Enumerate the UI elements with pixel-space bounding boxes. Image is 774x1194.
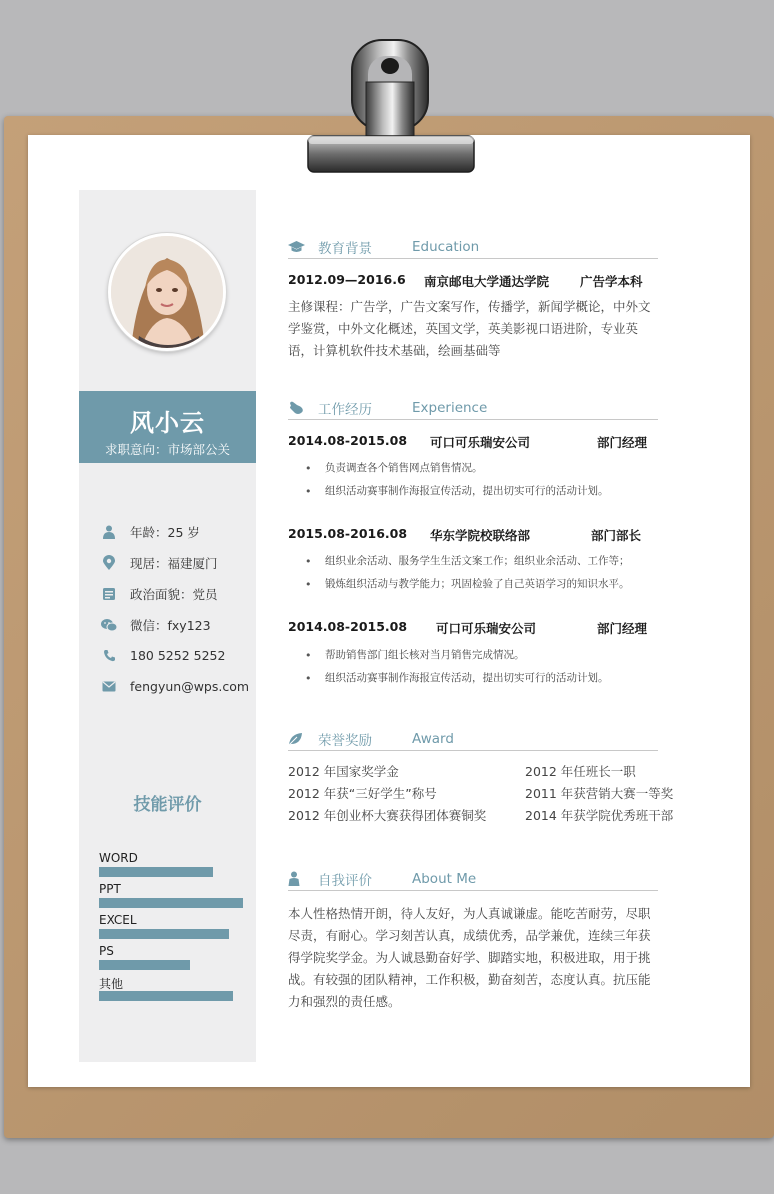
portrait-image: [111, 236, 223, 348]
binder-clip-icon: [290, 30, 480, 180]
person-icon: [100, 523, 118, 541]
job-duties: [305, 644, 665, 690]
award-item: 2012 年国家奖学金: [288, 764, 399, 779]
section-title-en: Award: [412, 730, 454, 747]
award-row: [288, 784, 678, 806]
skill-excel: [99, 913, 249, 944]
skills-list: [99, 851, 249, 1006]
duty-item: • 帮助销售部门组长核对当月销售完成情况。: [305, 644, 665, 667]
award-item: 2012 年获“三好学生”称号: [288, 786, 437, 801]
job-duties: [305, 550, 665, 596]
phone-icon: [100, 647, 118, 665]
education-school: 南京邮电大学通达学院: [424, 274, 550, 289]
name-band: [79, 391, 256, 463]
about-text: 本人性格热情开朗，待人友好，为人真诚谦虚。能吃苦耐劳，尽职尽责，有耐心。学习刻苦认真，成绩优秀，品学兼优，连续三年获得学院奖学金。为人诚恳勤奋好学、脚踏实地，积极进取，用于挑战。有较强的团队精神，工作积极，勤奋刻苦，态度认真。抗压能力和强烈的责任感。: [288, 906, 651, 1009]
education-period: 2012.09—2016.6: [288, 272, 406, 287]
graduation-cap-icon: [288, 239, 306, 255]
job-period: 2014.08-2015.08: [288, 433, 408, 448]
award-item: 2014 年获学院优秀班干部: [525, 808, 674, 823]
section-title-zh: 教育背景: [318, 240, 372, 257]
info-age-text: 年龄：25 岁: [130, 524, 200, 540]
job-company: 可口可乐瑞安公司: [430, 435, 531, 450]
skill-label: EXCEL: [99, 913, 137, 927]
skill-bar: [99, 991, 233, 1001]
job-duties: [305, 457, 665, 503]
section-title-en: About Me: [412, 870, 477, 887]
job-company: 可口可乐瑞安公司: [436, 621, 537, 636]
duty-item: • 组织活动赛事制作海报宣传活动，提出切实可行的活动计划。: [305, 667, 665, 690]
education-degree: 广告学本科: [580, 274, 643, 289]
duty-item: • 负责调查各个销售网点销售情况。: [305, 457, 665, 480]
info-wechat-text: 微信：fxy123: [130, 617, 211, 633]
section-title-zh: 自我评价: [318, 872, 372, 889]
skill-ps: [99, 944, 249, 975]
skills-title: 技能评价: [133, 795, 202, 815]
section-award-header: [288, 727, 658, 751]
duty-item: • 锻炼组织活动与教学能力；巩固检验了自己英语学习的知识水平。: [305, 573, 665, 596]
education-courses: 主修课程：广告学，广告文案写作，传播学，新闻学概论，中外文学鉴赏，中外文化概述，英国文学，英美影视口语进阶，专业英语，计算机软件技术基础，绘画基础等: [288, 299, 651, 358]
id-card-icon: [100, 585, 118, 603]
skill-label: PS: [99, 944, 114, 958]
candidate-name: 风小云: [130, 409, 205, 437]
section-education-header: [288, 235, 658, 259]
section-title-zh: 荣誉奖励: [318, 732, 372, 749]
wechat-icon: [100, 616, 118, 634]
job-intent: 求职意向：市场部公关: [104, 442, 230, 457]
avatar: [108, 233, 226, 351]
awards-list: [288, 762, 678, 828]
section-title-en: Experience: [412, 399, 488, 416]
info-phone-text: 180 5252 5252: [130, 648, 226, 663]
info-political: [100, 578, 260, 609]
job-company: 华东学院校联络部: [430, 528, 531, 543]
skill-bar: [99, 960, 190, 970]
location-pin-icon: [100, 554, 118, 572]
skill-label: PPT: [99, 882, 121, 896]
leaf-icon: [288, 731, 306, 747]
section-about-header: [288, 867, 658, 891]
job-position: 部门经理: [597, 435, 648, 450]
info-political-text: 政治面貌：党员: [130, 586, 218, 602]
info-age: [100, 516, 260, 547]
job-period: 2014.08-2015.08: [288, 619, 408, 634]
skill-word: [99, 851, 249, 882]
info-location: [100, 547, 260, 578]
info-location-text: 现居：福建厦门: [130, 555, 218, 571]
personal-info: [100, 516, 260, 702]
info-email: [100, 671, 260, 702]
hand-icon: [288, 400, 306, 416]
job-period: 2015.08-2016.08: [288, 526, 408, 541]
award-row: [288, 806, 678, 828]
info-email-text: fengyun@wps.com: [130, 679, 250, 694]
duty-item: • 组织活动赛事制作海报宣传活动，提出切实可行的活动计划。: [305, 480, 665, 503]
duty-item: • 组织业余活动、服务学生生活文案工作；组织业余活动、工作等；: [305, 550, 665, 573]
section-title-zh: 工作经历: [318, 401, 372, 418]
skill-bar: [99, 929, 229, 939]
person-icon: [288, 871, 306, 887]
skill-other: [99, 975, 249, 1006]
award-item: 2011 年获营销大赛一等奖: [525, 786, 674, 801]
skill-ppt: [99, 882, 249, 913]
job-position: 部门经理: [597, 621, 648, 636]
job-position: 部门部长: [591, 528, 642, 543]
section-title-en: Education: [412, 238, 480, 255]
skill-label: 其他: [99, 977, 124, 991]
award-item: 2012 年任班长一职: [525, 764, 636, 779]
section-experience-header: [288, 396, 658, 420]
award-row: [288, 762, 678, 784]
skill-label: WORD: [99, 851, 138, 865]
award-item: 2012 年创业杯大赛获得团体赛铜奖: [288, 808, 487, 823]
info-wechat: [100, 609, 260, 640]
info-phone: [100, 640, 260, 671]
skill-bar: [99, 867, 213, 877]
mail-icon: [100, 678, 118, 696]
skill-bar: [99, 898, 243, 908]
